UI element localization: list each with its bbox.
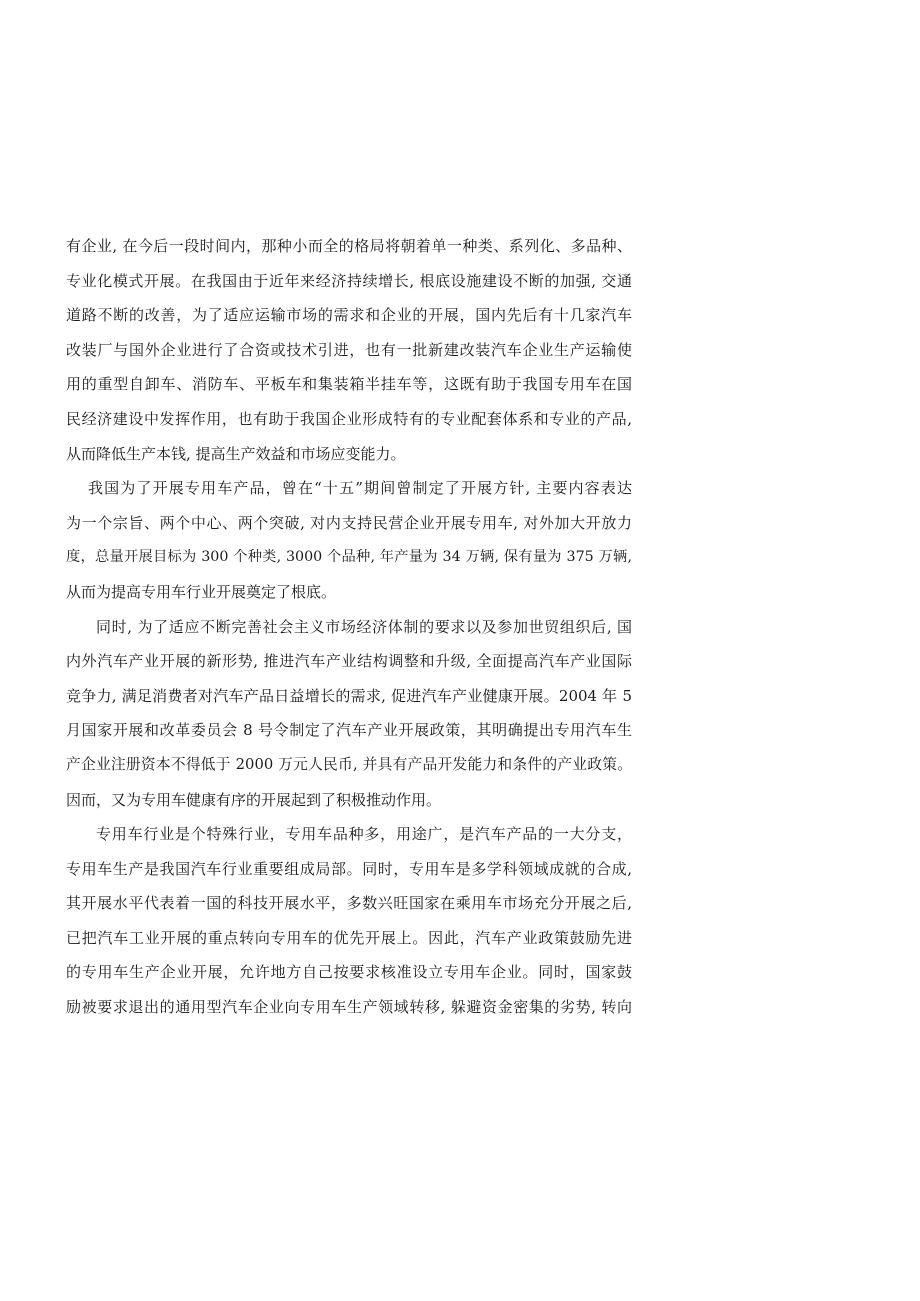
text-line: 有企业, 在今后一段时间内，那种小而全的格局将朝着单一种类、系列化、多品种、 bbox=[66, 237, 632, 255]
text-line: 竞争力, 满足消费者对汽车产品日益增长的需求, 促进汽车产业健康开展。2004 年 5 bbox=[66, 686, 632, 705]
text-line: 改装厂与国外企业进行了合资或技术引进，也有一批新建改装汽车企业生产运输使 bbox=[66, 340, 632, 359]
text-line: 励被要求退出的通用型汽车企业向专用车生产领域转移, 躲避资金密集的劣势, 转向 bbox=[66, 998, 632, 1017]
paragraph-4 bbox=[66, 817, 632, 1025]
text-line: 专用车生产是我国汽车行业重要组成局部。同时，专用车是多学科领域成就的合成, bbox=[66, 859, 632, 878]
text-line: 专用车行业是个特殊行业，专用车品种多，用途广，是汽车产品的一大分支， bbox=[96, 825, 632, 844]
text-line: 民经济建设中发挥作用，也有助于我国企业形成特有的专业配套体系和专业的产品, bbox=[66, 409, 632, 428]
text-line: 从而为提高专用车行业开展奠定了根底。 bbox=[66, 582, 337, 601]
text-line: 因而，又为专用车健康有序的开展起到了积极推动作用。 bbox=[66, 790, 442, 809]
text-line: 月国家开展和改革委员会 8 号令制定了汽车产业开展政策，其明确提出专用汽车生 bbox=[66, 721, 632, 740]
text-line: 同时, 为了适应不断完善社会主义市场经济体制的要求以及参加世贸组织后, 国 bbox=[96, 617, 632, 636]
text-line: 度，总量开展目标为 300 个种类, 3000 个品种, 年产量为 34 万辆, 保有量为 375 万辆, bbox=[66, 549, 632, 566]
text-line: 道路不断的改善，为了适应运输市场的需求和企业的开展，国内先后有十几家汽车 bbox=[66, 306, 632, 325]
text-line: 已把汽车工业开展的重点转向专用车的优先开展上。因此，汽车产业政策鼓励先进 bbox=[66, 928, 632, 947]
body-text bbox=[66, 229, 632, 1025]
text-line: 内外汽车产业开展的新形势, 推进汽车产业结构调整和升级, 全面提高汽车产业国际 bbox=[66, 652, 632, 671]
text-line: 专业化模式开展。在我国由于近年来经济持续增长, 根底设施建设不断的加强, 交通 bbox=[66, 271, 632, 290]
paragraph-3 bbox=[66, 610, 632, 818]
text-line: 我国为了开展专用车产品，曾在“十五”期间曾制定了开展方针, 主要内容表达 bbox=[88, 479, 632, 498]
paragraph-2 bbox=[66, 471, 632, 609]
paragraph-1 bbox=[66, 229, 632, 471]
text-line: 其开展水平代表着一国的科技开展水平，多数兴旺国家在乘用车市场充分开展之后, bbox=[66, 894, 632, 913]
text-line: 产企业注册资本不得低于 2000 万元人民币, 并具有产品开发能力和条件的产业政策。 bbox=[66, 755, 632, 773]
text-line: 从而降低生产本钱, 提高生产效益和市场应变能力。 bbox=[66, 444, 406, 463]
text-line: 用的重型自卸车、消防车、平板车和集装箱半挂车等，这既有助于我国专用车在国 bbox=[66, 375, 632, 394]
text-line: 的专用车生产企业开展，允许地方自己按要求核准设立专用车企业。同时，国家鼓 bbox=[66, 963, 632, 982]
text-line: 为一个宗旨、两个中心、两个突破, 对内支持民营企业开展专用车, 对外加大开放力 bbox=[66, 513, 632, 532]
